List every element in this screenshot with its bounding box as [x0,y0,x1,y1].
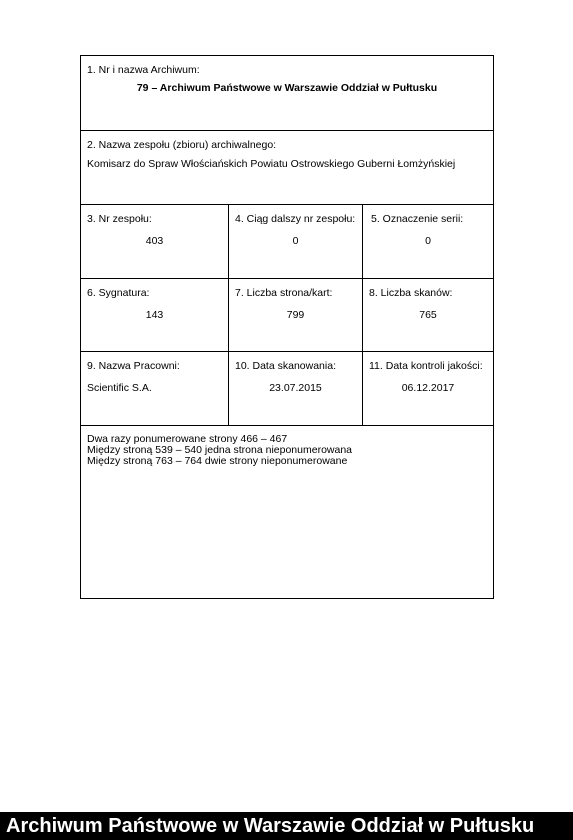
fonds-number-value: 403 [145,235,164,247]
qc-date-cell [363,352,493,425]
scanning-row [81,352,493,426]
fonds-continuation-cell [229,205,363,278]
fonds-number-row [81,205,493,279]
archive-name: 79 – Archiwum Państwowe w Warszawie Oddział w Pułtusku [136,82,438,94]
note-line: Między stroną 763 – 764 dwie strony nieponumerowane [87,455,348,467]
fonds-number-cell [81,205,229,278]
qc-date-value: 06.12.2017 [401,382,455,394]
studio-label: 9. Nazwa Pracowni: [87,360,180,372]
page-count-cell [229,279,363,351]
fonds-name: Komisarz do Spraw Włościańskich Powiatu Ostrowskiego Guberni Łomżyńskiej [87,158,456,170]
metadata-form [80,55,494,599]
studio-value: Scientific S.A. [87,382,152,394]
scan-count-cell [363,279,493,351]
archive-footer-banner: Archiwum Państwowe w Warszawie Oddział w Pułtusku [0,812,573,840]
scan-count-label: 8. Liczba skanów: [369,287,453,299]
scan-date-cell [229,352,363,425]
signature-label: 6. Sygnatura: [87,287,150,299]
qc-date-label: 11. Data kontroli jakości: [369,360,483,372]
fonds-section [81,131,493,205]
fonds-continuation-value: 0 [292,235,299,247]
notes-section [81,426,493,598]
note-line: Między stroną 539 – 540 jedna strona nieponumerowana [87,444,353,456]
scan-date-value: 23.07.2015 [269,382,322,394]
notes-text [87,434,352,467]
series-value: 0 [425,235,431,247]
signature-value: 143 [145,309,164,321]
page-count-label: 7. Liczba strona/kart: [235,287,333,299]
fonds-continuation-label: 4. Ciąg dalszy nr zespołu: [235,213,356,225]
scan-count-value: 765 [419,309,437,321]
signature-cell [81,279,229,351]
note-line: Dwa razy ponumerowane strony 466 – 467 [87,433,288,445]
scan-date-label: 10. Data skanowania: [235,360,336,372]
fonds-label: 2. Nazwa zespołu (zbioru) archiwalnego: [87,139,277,151]
fonds-number-label: 3. Nr zespołu: [87,213,152,225]
signature-row [81,279,493,352]
series-label: 5. Oznaczenie serii: [371,213,464,225]
studio-cell [81,352,229,425]
archive-section [81,56,493,131]
archive-label: 1. Nr i nazwa Archiwum: [87,64,200,76]
page-count-value: 799 [286,309,305,321]
series-cell [363,205,493,278]
